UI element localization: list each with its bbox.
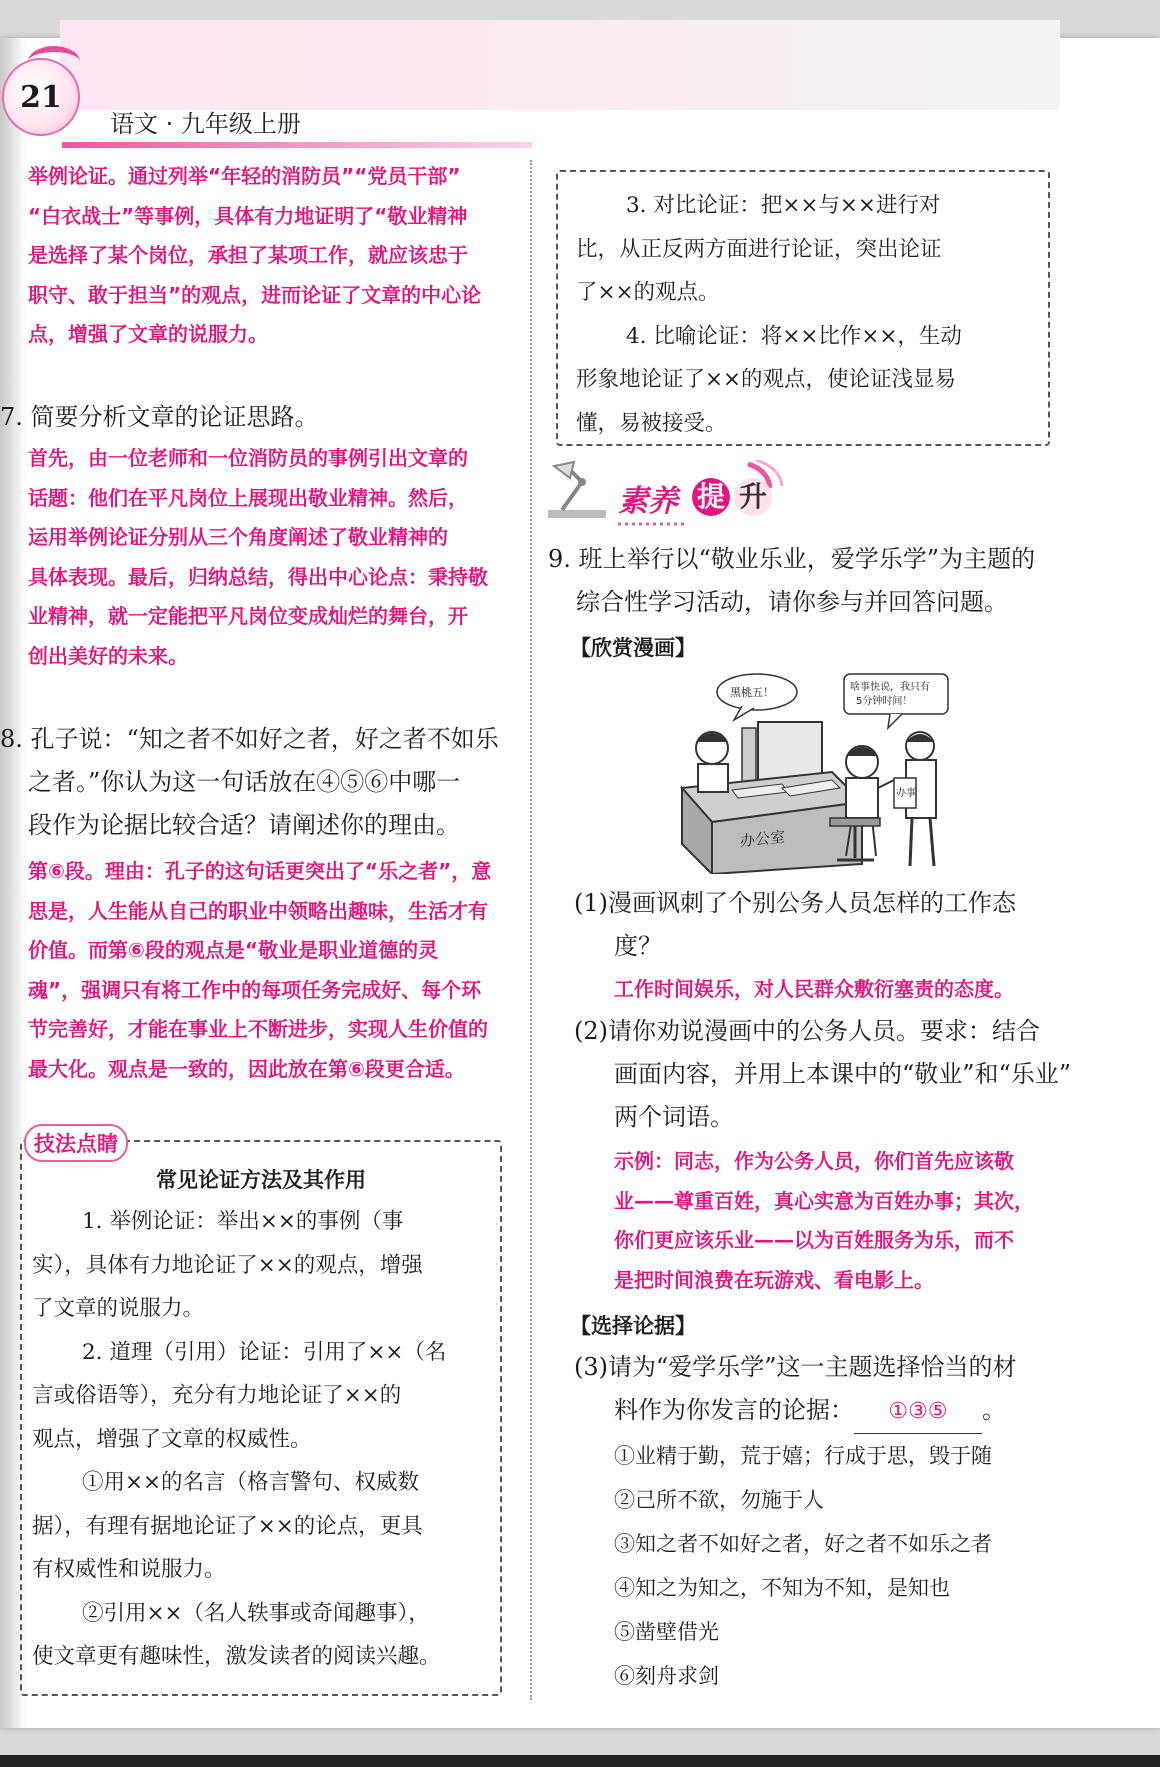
question-line: 段作为论据比较合适？请阐述你的理由。 (28, 811, 460, 839)
question-line: 料作为你发言的论据： (614, 1396, 854, 1424)
option-item: ②己所不欲，勿施于人 (614, 1488, 824, 1512)
answer-line: 创出美好的未来。 (28, 643, 188, 668)
tips-line: 实），具体有力地论证了××的观点，增强 (32, 1252, 423, 1278)
tips-box (20, 1140, 502, 1696)
answer-line: 是把时间浪费在玩游戏、看电影上。 (614, 1267, 934, 1292)
tips-line: 有权威性和说服力。 (32, 1557, 226, 1582)
sub-question-1 (574, 882, 1074, 968)
cartoon-illustration (662, 668, 960, 874)
answer-line: 价值。而第⑥段的观点是“敬业是职业道德的灵 (28, 938, 439, 962)
option-item: ⑥刻舟求剑 (614, 1664, 719, 1688)
question-7: 7. 简要分析文章的论证思路。 (0, 403, 319, 431)
question-line: 画面内容，并用上本课中的“敬业”和“乐业” (614, 1060, 1072, 1088)
question-line: (1)漫画讽刺了个别公务人员怎样的工作态 (574, 889, 1016, 917)
previous-answer (28, 157, 518, 355)
answer-line: 运用举例论证分别从三个角度阐述了敬业精神的 (28, 525, 448, 549)
answer-line: “白衣战士”等事例，具体有力地证明了“敬业精神 (28, 203, 468, 228)
sub-answer-2 (614, 1142, 1084, 1300)
sub-question-3 (574, 1346, 1074, 1434)
answer-line: 业精神，就一定能把平凡岗位变成灿烂的舞台，开 (28, 604, 468, 628)
answer-line: 举例论证。通过列举“年轻的消防员”“党员干部” (28, 164, 461, 188)
sub-answer-1: 工作时间娱乐，对人民群众敷衍塞责的态度。 (614, 977, 1014, 1001)
options-list (614, 1434, 1084, 1698)
section-title-part3: 升 (734, 478, 772, 516)
cartoon-image (662, 668, 960, 874)
tips-line: 据），有理有据地论证了××的论点，更具 (32, 1513, 423, 1539)
box-line: 形象地论证了××的观点，使论证浅显易 (576, 367, 957, 392)
evidence-section-label: 【选择论据】 (570, 1314, 696, 1338)
header-underline (62, 142, 532, 148)
tips-line: ②引用××（名人轶事或奇闻趣事）， (82, 1600, 430, 1626)
option-item: ③知之者不如好之者，好之者不如乐之者 (614, 1532, 992, 1556)
column-divider (530, 160, 532, 1700)
answer-line: 具体表现。最后，归纳总结，得出中心论点：秉持敬 (28, 564, 488, 589)
answer-line: 业——尊重百姓，真心实意为百姓办事；其次， (614, 1188, 1034, 1213)
tips-line: 了文章的说服力。 (32, 1296, 205, 1321)
box-line: 比，从正反两方面进行论证，突出论证 (576, 236, 942, 262)
option-item: ④知之为知之，不知为不知，是知也 (614, 1576, 950, 1600)
answer-line: 节完善好，才能在事业上不断进步，实现人生价值的 (28, 1017, 488, 1041)
tips-line: 观点，增强了文章的权威性。 (32, 1426, 312, 1452)
bubble-right-text-1: 啥事快说，我只有 (850, 682, 930, 693)
question-line: 8. 孔子说：“知之者不如好之者，好之者不如乐 (0, 725, 499, 753)
section-title-suyang (548, 460, 788, 530)
header-band (60, 20, 1060, 110)
option-item: ⑤凿壁借光 (614, 1620, 719, 1644)
question-line: (3)请为“爱学乐学”这一主题选择恰当的材 (574, 1353, 1017, 1381)
question-8 (0, 718, 525, 847)
subject-title: 语文 · 九年级上册 (110, 110, 301, 138)
question-line: 两个词语。 (614, 1103, 734, 1131)
answer-blank: ①③⑤ (854, 1390, 982, 1434)
answer-line: 你们更应该乐业——以为百姓服务为乐，而不 (614, 1228, 1014, 1252)
answer-line: 首先，由一位老师和一位消防员的事例引出文章的 (28, 446, 468, 470)
question-line: (2)请你劝说漫画中的公务人员。要求：结合 (574, 1017, 1040, 1045)
bottom-bar (0, 1755, 1160, 1767)
answer-line: 话题：他们在平凡岗位上展现出敬业精神。然后， (28, 485, 468, 510)
page-number-badge: 21 (2, 58, 80, 136)
bubble-left-text: 黑桃五！ (730, 686, 774, 699)
question-line: 度？ (614, 932, 662, 960)
answer-line: 思是，人生能从自己的职业中领略出趣味，生活才有 (28, 898, 488, 923)
question-line: 综合性学习活动，请你参与并回答问题。 (576, 588, 1008, 616)
answer-8 (28, 852, 518, 1089)
option-item: ①业精于勤，荒于嬉；行成于思，毁于随 (614, 1444, 992, 1468)
answer-line: 魂”，强调只有将工作中的每项任务完成好、每个环 (28, 977, 482, 1002)
tips-tag: 技法点睛 (24, 1124, 128, 1162)
paper-label: 办事 (896, 788, 916, 799)
answer-7 (28, 439, 518, 676)
sub-question-2 (574, 1010, 1074, 1139)
box-line: 4. 比喻论证：将××比作××，生动 (626, 323, 962, 349)
answer-line: 点，增强了文章的说服力。 (28, 322, 268, 346)
box-line: 懂，易被接受。 (576, 410, 727, 436)
tips-line: 言或俗语等），充分有力地论证了××的 (32, 1383, 402, 1408)
cartoon-section-label: 【欣赏漫画】 (570, 636, 696, 660)
tips-heading: 常见论证方法及其作用 (156, 1168, 366, 1192)
answer-line: 第⑥段。理由：孔子的这句话更突出了“乐之者”，意 (28, 859, 492, 883)
question-line: 之者。”你认为这一句话放在④⑤⑥中哪一 (28, 768, 461, 796)
tips-line: ①用××的名言（格言警句、权威数 (82, 1470, 420, 1495)
answer-line: 最大化。观点是一致的，因此放在第⑥段更合适。 (28, 1056, 465, 1081)
desk-label: 办公室 (740, 827, 786, 851)
box-line: 了××的观点。 (576, 280, 720, 305)
section-title-part1: 素养 (618, 484, 678, 519)
answer-line: 职守、敢于担当”的观点，进而论证了文章的中心论 (28, 282, 482, 307)
methods-box-continued (556, 170, 1050, 446)
box-line: 3. 对比论证：把××与××进行对 (626, 193, 941, 218)
tips-line: 2. 道理（引用）论证：引用了××（名 (82, 1339, 447, 1365)
tips-line: 1. 举例论证：举出××的事例（事 (82, 1209, 404, 1234)
section-title-part2: 提 (692, 478, 730, 516)
answer-line: 是选择了某个岗位，承担了某项工作，就应该忠于 (28, 243, 468, 267)
answer-line: 示例：同志，作为公务人员，你们首先应该敬 (614, 1149, 1014, 1173)
question-9 (548, 538, 1068, 624)
question-end: 。 (982, 1396, 1006, 1424)
bubble-right-text-2: 5分钟时间！ (856, 696, 913, 707)
tips-line: 使文章更有趣味性，激发读者的阅读兴趣。 (32, 1644, 441, 1669)
question-line: 9. 班上举行以“敬业乐业，爱学乐学”为主题的 (548, 545, 1036, 573)
